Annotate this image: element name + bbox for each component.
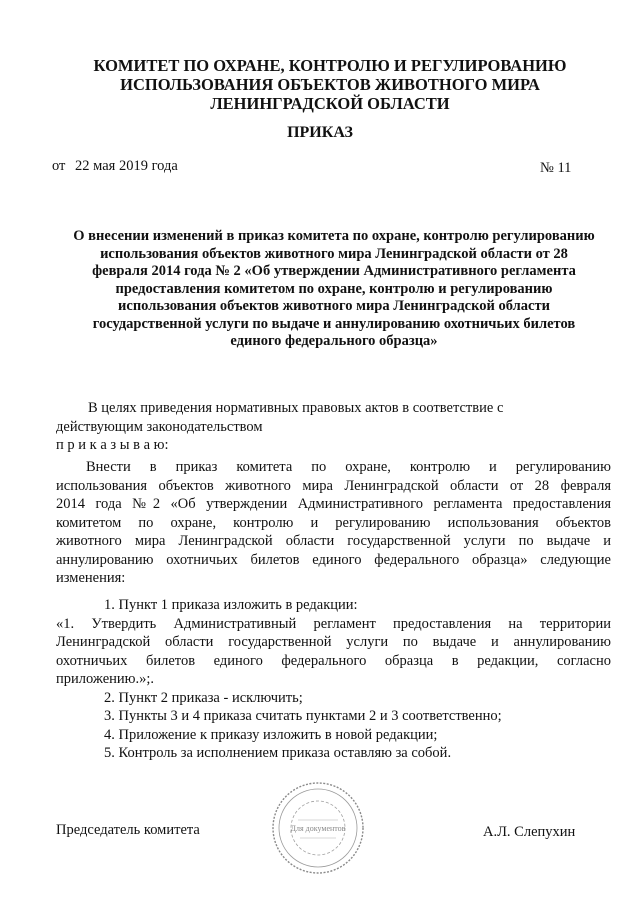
subject-line: использования объектов животного мира Ленинградской области от 28 [100,245,568,262]
committee-header [60,56,600,113]
signatory-title: Председатель комитета [56,822,200,838]
document-date [52,158,184,175]
paragraph-line: 2014 года №2 «Об утверждении Административного регламента предоставления [56,496,611,512]
paragraph-line: Внести в приказ комитета по охране, контролю и регулированию [86,459,611,475]
stamp-text: Для документов [290,824,346,833]
list-item: 2. Пункт 2 приказа - исключить; [104,689,303,706]
header-line: ЛЕНИНГРАДСКОЙ ОБЛАСТИ [210,94,450,113]
subject-line: единого федерального образца» [230,333,438,349]
official-stamp [270,780,366,876]
list-item: 1. Пункт 1 приказа изложить в редакции: [104,597,358,613]
header-line: ИСПОЛЬЗОВАНИЯ ОБЪЕКТОВ ЖИВОТНОГО МИРА [120,75,540,94]
paragraph-line: животного мира Ленинградской области государственной услуги по выдаче и [56,533,611,549]
header-line: КОМИТЕТ ПО ОХРАНЕ, КОНТРОЛЮ И РЕГУЛИРОВАНИЮ [93,56,567,75]
quote-line: Ленинградской области государственной услуги по выдаче и аннулированию [56,634,611,650]
date-value: 22 мая 2019 года [75,158,178,174]
preamble-line: действующим законодательством [56,418,263,435]
list-item: 4. Приложение к приказу изложить в новой редакции; [104,726,438,743]
quote-line: охотничьих билетов единого федерального образца в редакции, согласно [56,652,611,669]
paragraph-line: комитетом по охране, контролю и регулированию использования объектов [56,514,611,531]
subject-line: февраля 2014 года № 2 «Об утверждении Административного регламента [92,263,576,279]
subject-line: государственной услуги по выдаче и аннулированию охотничьих билетов [92,315,576,332]
document-type: ПРИКАЗ [287,124,353,141]
preamble-line: В целях приведения нормативных правовых актов в соответствие с [88,400,504,416]
list-item: 3. Пункты 3 и 4 приказа считать пунктами 2 и 3 соответственно; [104,708,502,724]
signatory-name: А.Л. Слепухин [483,824,576,840]
date-prefix: от [52,158,66,174]
document-number: № 11 [540,160,572,176]
items-list [56,596,611,763]
subject-line: О внесении изменений в приказ комитета по охране, контролю регулированию [73,228,595,244]
list-item: 5. Контроль за исполнением приказа оставляю за собой. [104,745,452,761]
paragraph-line: изменения: [56,570,126,586]
document-subject [56,228,612,351]
paragraph-line: использования объектов животного мира Ленинградской области от 28 февраля [56,477,611,494]
stamp-seal-icon [270,780,366,876]
main-paragraph [56,458,611,588]
preamble [56,399,611,455]
paragraph-line: аннулированию охотничьих билетов единого федерального образца» следующие [56,551,611,568]
subject-line: использования объектов животного мира Ленинградской области [118,298,550,314]
quote-line: приложению.»;. [56,671,155,687]
order-word: п р и к а з ы в а ю: [56,437,169,453]
quote-line: «1. Утвердить Административный регламент предоставления на территории [56,615,611,632]
subject-line: предоставления комитетом по охране, контролю и регулированию [115,280,553,297]
